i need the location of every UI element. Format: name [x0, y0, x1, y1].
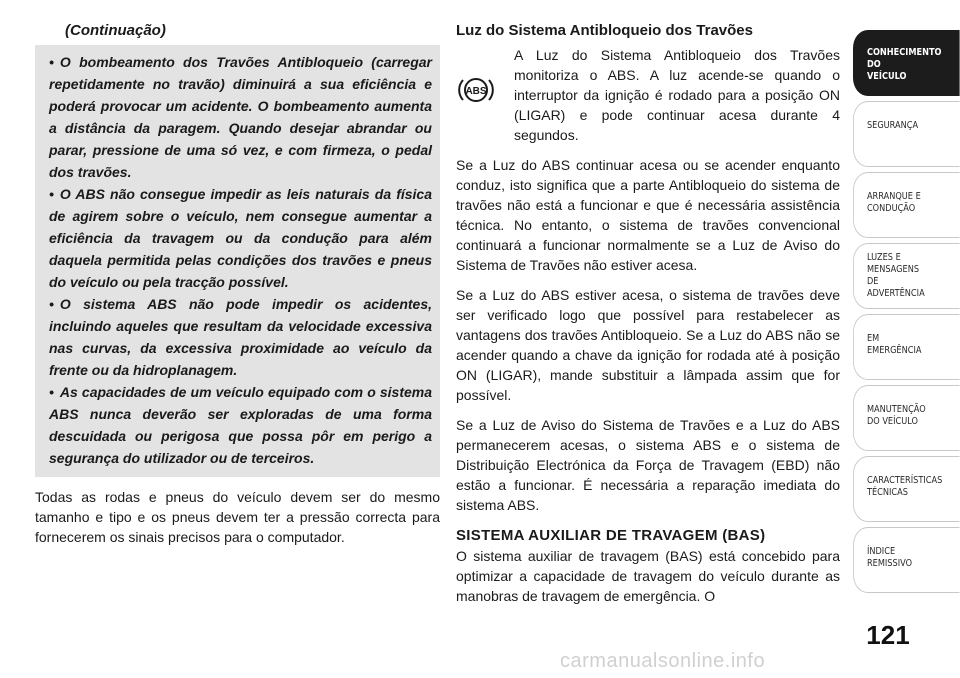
tab-seguranca[interactable]	[853, 101, 960, 167]
warning-text: O sistema ABS não pode impedir os acidentes, incluindo aqueles que resultam da velocidade excessiva nas curvas, da excessiva proximidade ao veículo da frente ou da hidroplanagem.	[49, 296, 432, 378]
page-number: 121	[866, 620, 910, 650]
tires-paragraph: Todas as rodas e pneus do veículo devem ser do mesmo tamanho e tipo e os pneus devem ter a pressão correcta para fornecerem os sinais precisos para o computador.	[35, 489, 440, 545]
chapter-tabs	[853, 30, 960, 598]
tab-label: ÍNDICE REMISSIVO	[866, 546, 913, 569]
tab-label: SEGURANÇA	[866, 120, 919, 131]
tab-label: LUZES E MENSAGENS DE ADVERTÊNCIA	[866, 252, 925, 299]
bullet: •	[49, 384, 54, 400]
bas-paragraph: O sistema auxiliar de travagem (BAS) está concebido para optimizar a capacidade de travagem do veículo durante as manobras de travagem de emergência. O	[456, 548, 840, 604]
tab-label: ARRANQUE E CONDUÇÃO	[866, 191, 921, 214]
tab-luzes-e-mensagens[interactable]	[853, 243, 960, 309]
abs-intro-text: A Luz do Sistema Antibloqueio dos Travões monitoriza o ABS. A luz acende-se quando o interruptor da ignição é rodado para a posição ON (LIGAR) e pode continuar acesa durante 4 segundos.	[514, 47, 840, 143]
warning-item	[49, 51, 432, 183]
bullet: •	[49, 186, 54, 202]
warning-text: As capacidades de um veículo equipado com o sistema ABS nunca deverão ser exploradas de uma forma descuidada ou perigosa que possa pôr em perigo a segurança do utilizador ou de terceiros.	[49, 384, 432, 466]
tab-caracteristicas-tecnicas[interactable]	[853, 456, 960, 522]
continued-heading: (Continuação)	[65, 22, 166, 39]
bullet: •	[49, 296, 54, 312]
warning-text: O ABS não consegue impedir as leis naturais da física de agirem sobre o veículo, nem consegue aumentar a eficiência da travagem ou da condução para além daquela permitida pelas condições dos travões e pneus do veículo ou pela tracção possível.	[49, 186, 432, 290]
abs-intro-row	[456, 45, 840, 145]
tab-label: CARACTERÍSTICAS TÉCNICAS	[866, 475, 943, 498]
tab-manutencao-do-veiculo[interactable]	[853, 385, 960, 451]
tab-arranque-e-conducao[interactable]	[853, 172, 960, 238]
tab-em-emergencia[interactable]	[853, 314, 960, 380]
warning-box	[35, 45, 440, 477]
right-column	[456, 22, 840, 616]
warning-item	[49, 381, 432, 469]
tab-label: CONHECIMENTO DO VEÍCULO	[866, 47, 942, 82]
tab-label: MANUTENÇÃO DO VEÍCULO	[866, 404, 926, 427]
warning-text: O bombeamento dos Travões Antibloqueio (carregar repetidamente no travão) diminuirá a sua eficiência e poderá provocar um acidente. O bombeamento aumenta a distância da paragem. Quando desejar abrandar ou parar, pressione de uma só vez, e com firmeza, o pedal dos travões.	[49, 54, 432, 180]
watermark: carmanualsonline.info	[560, 650, 766, 672]
tab-indice-remissivo[interactable]	[853, 527, 960, 593]
tab-conhecimento-do-veiculo[interactable]	[853, 30, 960, 96]
bullet: •	[49, 54, 54, 70]
abs-paragraph-3: Se a Luz de Aviso do Sistema de Travões e a Luz do ABS permanecerem acesas, o sistema ABS e o sistema de Distribuição Electrónica da Força de Travagem (EBD) não estão a funcionar. É necessária a reparação imediata do sistema ABS.	[456, 417, 840, 513]
abs-light-heading: Luz do Sistema Antibloqueio dos Travões	[456, 22, 753, 39]
tab-label: EM EMERGÊNCIA	[866, 333, 922, 356]
abs-paragraph-1: Se a Luz do ABS continuar acesa ou se acender enquanto conduz, isto significa que a parte Antibloqueio do sistema de travões não está a funcionar e que é necessária assistência técnica. No entanto, o sistema de travões convencional continuará a funcionar normalmente se a Luz de Aviso do Sistema de Travões não estiver acesa.	[456, 157, 840, 273]
warning-item	[49, 293, 432, 381]
abs-paragraph-2: Se a Luz do ABS estiver acesa, o sistema de travões deve ser verificado logo que possível para restabelecer as vantagens dos travões Antibloqueio. Se a Luz do ABS não se acender quando a chave da ignição for rodada até à posição ON (LIGAR), mande substituir a lâmpada assim que for possível.	[456, 287, 840, 403]
bas-heading: SISTEMA AUXILIAR DE TRAVAGEM (BAS)	[456, 527, 766, 544]
left-column	[35, 22, 440, 547]
abs-warning-icon	[456, 45, 514, 145]
warning-item	[49, 183, 432, 293]
abs-icon-label: ABS	[465, 86, 487, 97]
